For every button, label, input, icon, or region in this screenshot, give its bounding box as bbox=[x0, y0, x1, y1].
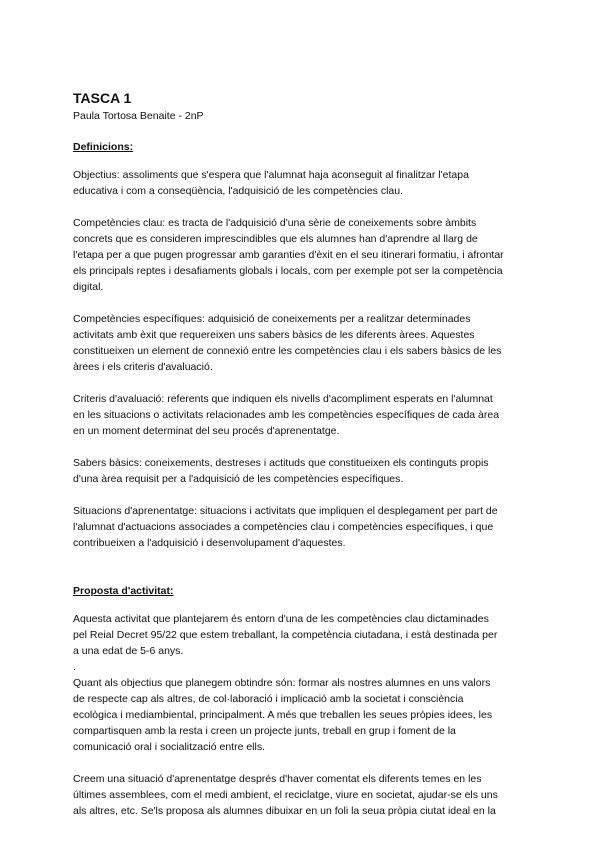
definitions-paragraph bbox=[73, 455, 533, 487]
text-line: en les situacions o activitats relacionades amb les competències específiques de cada àrea bbox=[73, 409, 500, 421]
activity-proposal-section bbox=[73, 611, 533, 819]
text-line: Sabers bàsics: coneixements, destreses i actituds que constitueixen els continguts propis bbox=[73, 457, 489, 469]
document-title: TASCA 1 bbox=[73, 90, 132, 106]
section-heading-activity-proposal: Proposta d'activitat: bbox=[73, 585, 174, 597]
text-line: Competències específiques: adquisició de coneixements per a realitzar determinades bbox=[73, 313, 471, 325]
text-line: àrees i els criteris d'avaluació. bbox=[73, 361, 213, 373]
document-author: Paula Tortosa Benaite - 2nP bbox=[73, 110, 204, 122]
text-line: Situacions d'aprenentatge: situacions i activitats que impliquen el desplegament per part de bbox=[73, 505, 498, 517]
text-line: l'etapa per a que pugen progressar amb garanties d'èxit en el seu itinerari formatiu, i afrontar bbox=[73, 249, 504, 261]
text-line: Aquesta activitat que plantejarem és entorn d'una de les competències clau dictaminades bbox=[73, 613, 489, 625]
text-line: educativa i com a conseqüència, l'adquisició de les competències clau. bbox=[73, 185, 404, 197]
text-line: d'una àrea requisit per a l'adquisició de les competències específiques. bbox=[73, 473, 404, 485]
text-line: contribueixen a l'adquisició i desenvolupament d'aquestes. bbox=[73, 537, 346, 549]
definitions-paragraph bbox=[73, 215, 533, 295]
text-line: els principals reptes i desafiaments globals i locals, com per exemple pot ser la competència bbox=[73, 265, 503, 277]
document-body bbox=[73, 90, 533, 819]
text-line: compartisquen amb la resta i creen un projecte junts, treball en grup i foment de la bbox=[73, 725, 456, 737]
text-line: l'alumnat d'actuacions associades a competències clau i competències específiques, i que bbox=[73, 521, 494, 533]
text-line: concrets que es consideren imprescindibles que els alumnes han d'aprendre al llarg de bbox=[73, 233, 478, 245]
activity-proposal-paragraph bbox=[73, 771, 533, 819]
definitions-paragraph bbox=[73, 311, 533, 375]
section-heading-definitions: Definicions: bbox=[73, 141, 134, 153]
text-line: pel Reial Decret 95/22 que estem treballant, la competència ciutadana, i està destinada per bbox=[73, 629, 498, 641]
definitions-paragraph bbox=[73, 167, 533, 199]
text-line: en un moment determinat del seu procés d'aprenentatge. bbox=[73, 425, 340, 437]
text-line: constitueixen un element de connexió entre les competències clau i els sabers bàsics de les bbox=[73, 345, 502, 357]
text-line: ecològica i mediambiental, principalment. A més que treballen les seues pròpies idees, les bbox=[73, 709, 493, 721]
text-line: Competències clau: es tracta de l'adquisició d'una sèrie de coneixements sobre àmbits bbox=[73, 217, 477, 229]
text-line: digital. bbox=[73, 281, 104, 293]
text-line: Criteris d'avaluació: referents que indiquen els nivells d'acompliment esperats en l'alumnat bbox=[73, 393, 493, 405]
text-line: Objectius: assoliments que s'espera que l'alumnat haja aconseguit al finalitzar l'etapa bbox=[73, 169, 469, 181]
text-line: activitats amb èxit que requereixen uns sabers bàsics de les diferents àrees. Aquestes bbox=[73, 329, 475, 341]
definitions-section bbox=[73, 167, 533, 551]
text-line: . bbox=[73, 661, 76, 673]
text-line: a una edat de 5-6 anys. bbox=[73, 645, 184, 657]
text-line: últimes assemblees, com el medi ambient, el reciclatge, viure en societat, ajudar-se els uns bbox=[73, 789, 498, 801]
text-line: als altres, etc. Se'ls proposa als alumnes dibuixar en un foli la seua pròpia ciutat ideal en la bbox=[73, 805, 496, 817]
definitions-paragraph bbox=[73, 391, 533, 439]
text-line: Creem una situació d'aprenentatge després d'haver comentat els diferents temes en les bbox=[73, 773, 482, 785]
activity-proposal-paragraph bbox=[73, 611, 533, 755]
definitions-paragraph bbox=[73, 503, 533, 551]
text-line: de respecte cap als altres, de col·laboració i implicació amb la societat i consciència bbox=[73, 693, 464, 705]
text-line: comunicació oral i socialització entre ells. bbox=[73, 741, 265, 753]
text-line: Quant als objectius que planegem obtindre són: formar als nostres alumnes en uns valors bbox=[73, 677, 491, 689]
